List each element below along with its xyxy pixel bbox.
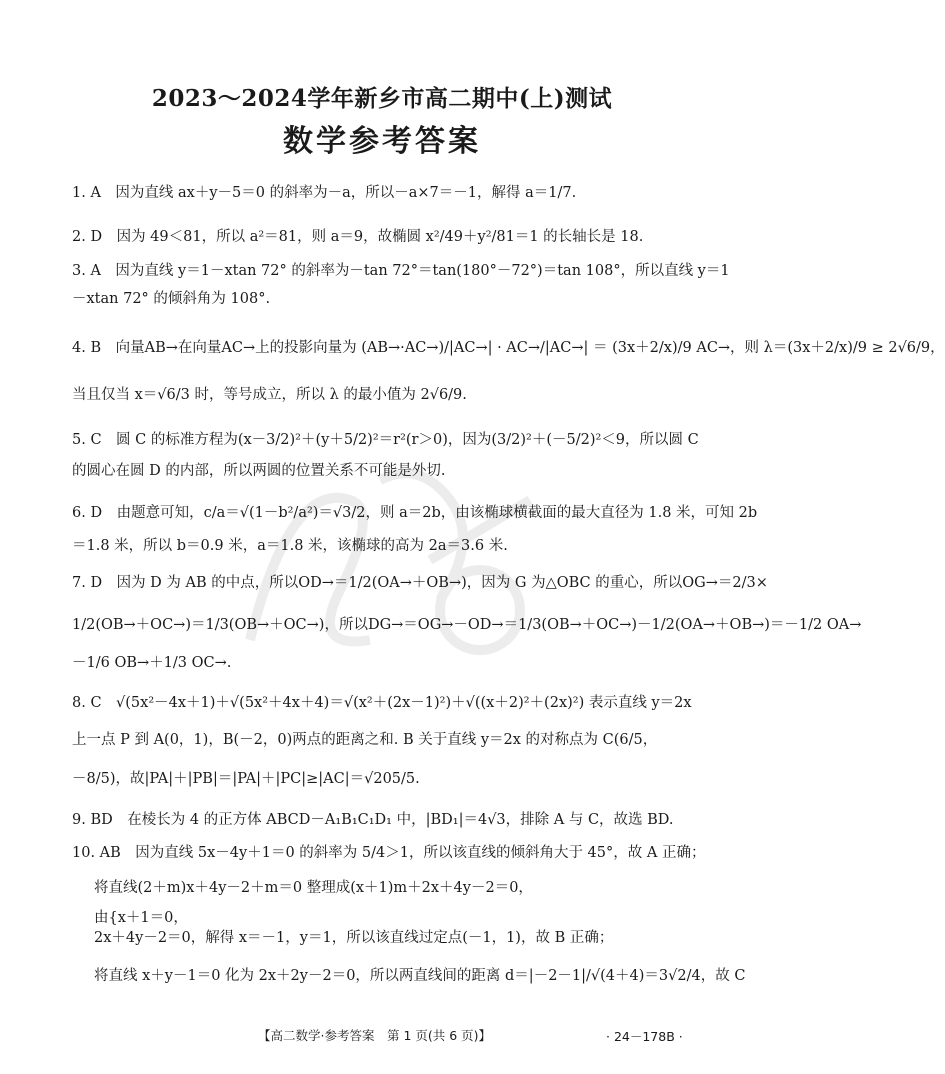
answer-line-4: 4. B 向量AB→在向量AC→上的投影向量为 (AB→·AC→)/|AC→| · AC→/|AC→| ＝ (3x＋2/x)/9 AC→，则 λ＝(3x＋2/x)/9 ≥ 2√6/9， [72, 340, 945, 356]
answer-line-1: 1. A 因为直线 ax＋y－5＝0 的斜率为－a，所以－a×7＝－1，解得 a＝1/7. [72, 185, 577, 201]
answer-line-10d: 2x＋4y－2＝0，解得 x＝－1，y＝1，所以该直线过定点(－1，1)，故 B 正确； [94, 930, 614, 946]
answer-line-4b: 当且仅当 x＝√6/3 时，等号成立，所以 λ 的最小值为 2√6/9. [72, 387, 467, 403]
answer-line-9: 9. BD 在棱长为 4 的正方体 ABCD－A₁B₁C₁D₁ 中，|BD₁|＝4√3，排除 A 与 C，故选 BD. [72, 812, 674, 828]
watermark-logo [230, 440, 550, 700]
document-subtitle: 数学参考答案 [283, 124, 481, 159]
page-footer: 【高二数学·参考答案 第 1 页(共 6 页)】 [258, 1028, 492, 1043]
document-title: 2023～2024学年新乡市高二期中(上)测试 [151, 85, 613, 112]
answer-line-3: 3. A 因为直线 y＝1－xtan 72° 的斜率为－tan 72°＝tan(180°－72°)＝tan 108°，所以直线 y＝1 [72, 263, 730, 279]
answer-line-7b: 1/2(OB→＋OC→)＝1/3(OB→＋OC→)，所以DG→＝OG→－OD→＝1/3(OB→＋OC→)－1/2(OA→＋OB→)＝－1/2 OA→ [72, 617, 862, 633]
answer-line-2: 2. D 因为 49＜81，所以 a²＝81，则 a＝9，故椭圆 x²/49＋y²/81＝1 的长轴长是 18. [72, 229, 644, 245]
answer-line-8b: 上一点 P 到 A(0，1)，B(－2，0)两点的距离之和. B 关于直线 y＝2x 的对称点为 C(6/5， [72, 732, 658, 748]
answer-line-6b: ＝1.8 米，所以 b＝0.9 米，a＝1.8 米，该椭球的高为 2a＝3.6 米. [72, 538, 508, 554]
answer-line-3b: －xtan 72° 的倾斜角为 108°. [72, 291, 271, 307]
answer-line-8c: －8/5)，故|PA|＋|PB|＝|PA|＋|PC|≥|AC|＝√205/5. [72, 771, 420, 787]
answer-line-10e: 将直线 x＋y－1＝0 化为 2x＋2y－2＝0，所以两直线间的距离 d＝|－2－1|/√(4＋4)＝3√2/4，故 C [94, 968, 746, 984]
answer-line-6: 6. D 由题意可知，c/a＝√(1－b²/a²)＝√3/2，则 a＝2b，由该椭球横截面的最大直径为 1.8 米，可知 2b [72, 505, 758, 521]
answer-line-7: 7. D 因为 D 为 AB 的中点，所以OD→＝1/2(OA→＋OB→)，因为 G 为△OBC 的重心，所以OG→＝2/3× [72, 575, 768, 591]
answer-line-5b: 的圆心在圆 D 的内部，所以两圆的位置关系不可能是外切. [72, 463, 446, 479]
answer-line-5: 5. C 圆 C 的标准方程为(x－3/2)²＋(y＋5/2)²＝r²(r＞0)，因为(3/2)²＋(－5/2)²＜9，所以圆 C [72, 432, 699, 448]
answer-line-8: 8. C √(5x²－4x＋1)＋√(5x²＋4x＋4)＝√(x²＋(2x－1)²)＋√((x＋2)²＋(2x)²) 表示直线 y＝2x [72, 695, 692, 711]
answer-line-10c: 由{x＋1＝0， [94, 910, 188, 926]
answer-line-10b: 将直线(2＋m)x＋4y－2＋m＝0 整理成(x＋1)m＋2x＋4y－2＝0， [94, 880, 533, 896]
doc-code: · 24－178B · [606, 1029, 683, 1044]
answer-line-10: 10. AB 因为直线 5x－4y＋1＝0 的斜率为 5/4＞1，所以该直线的倾斜角大于 45°，故 A 正确； [72, 845, 706, 861]
answer-line-7c: －1/6 OB→＋1/3 OC→. [72, 655, 232, 671]
